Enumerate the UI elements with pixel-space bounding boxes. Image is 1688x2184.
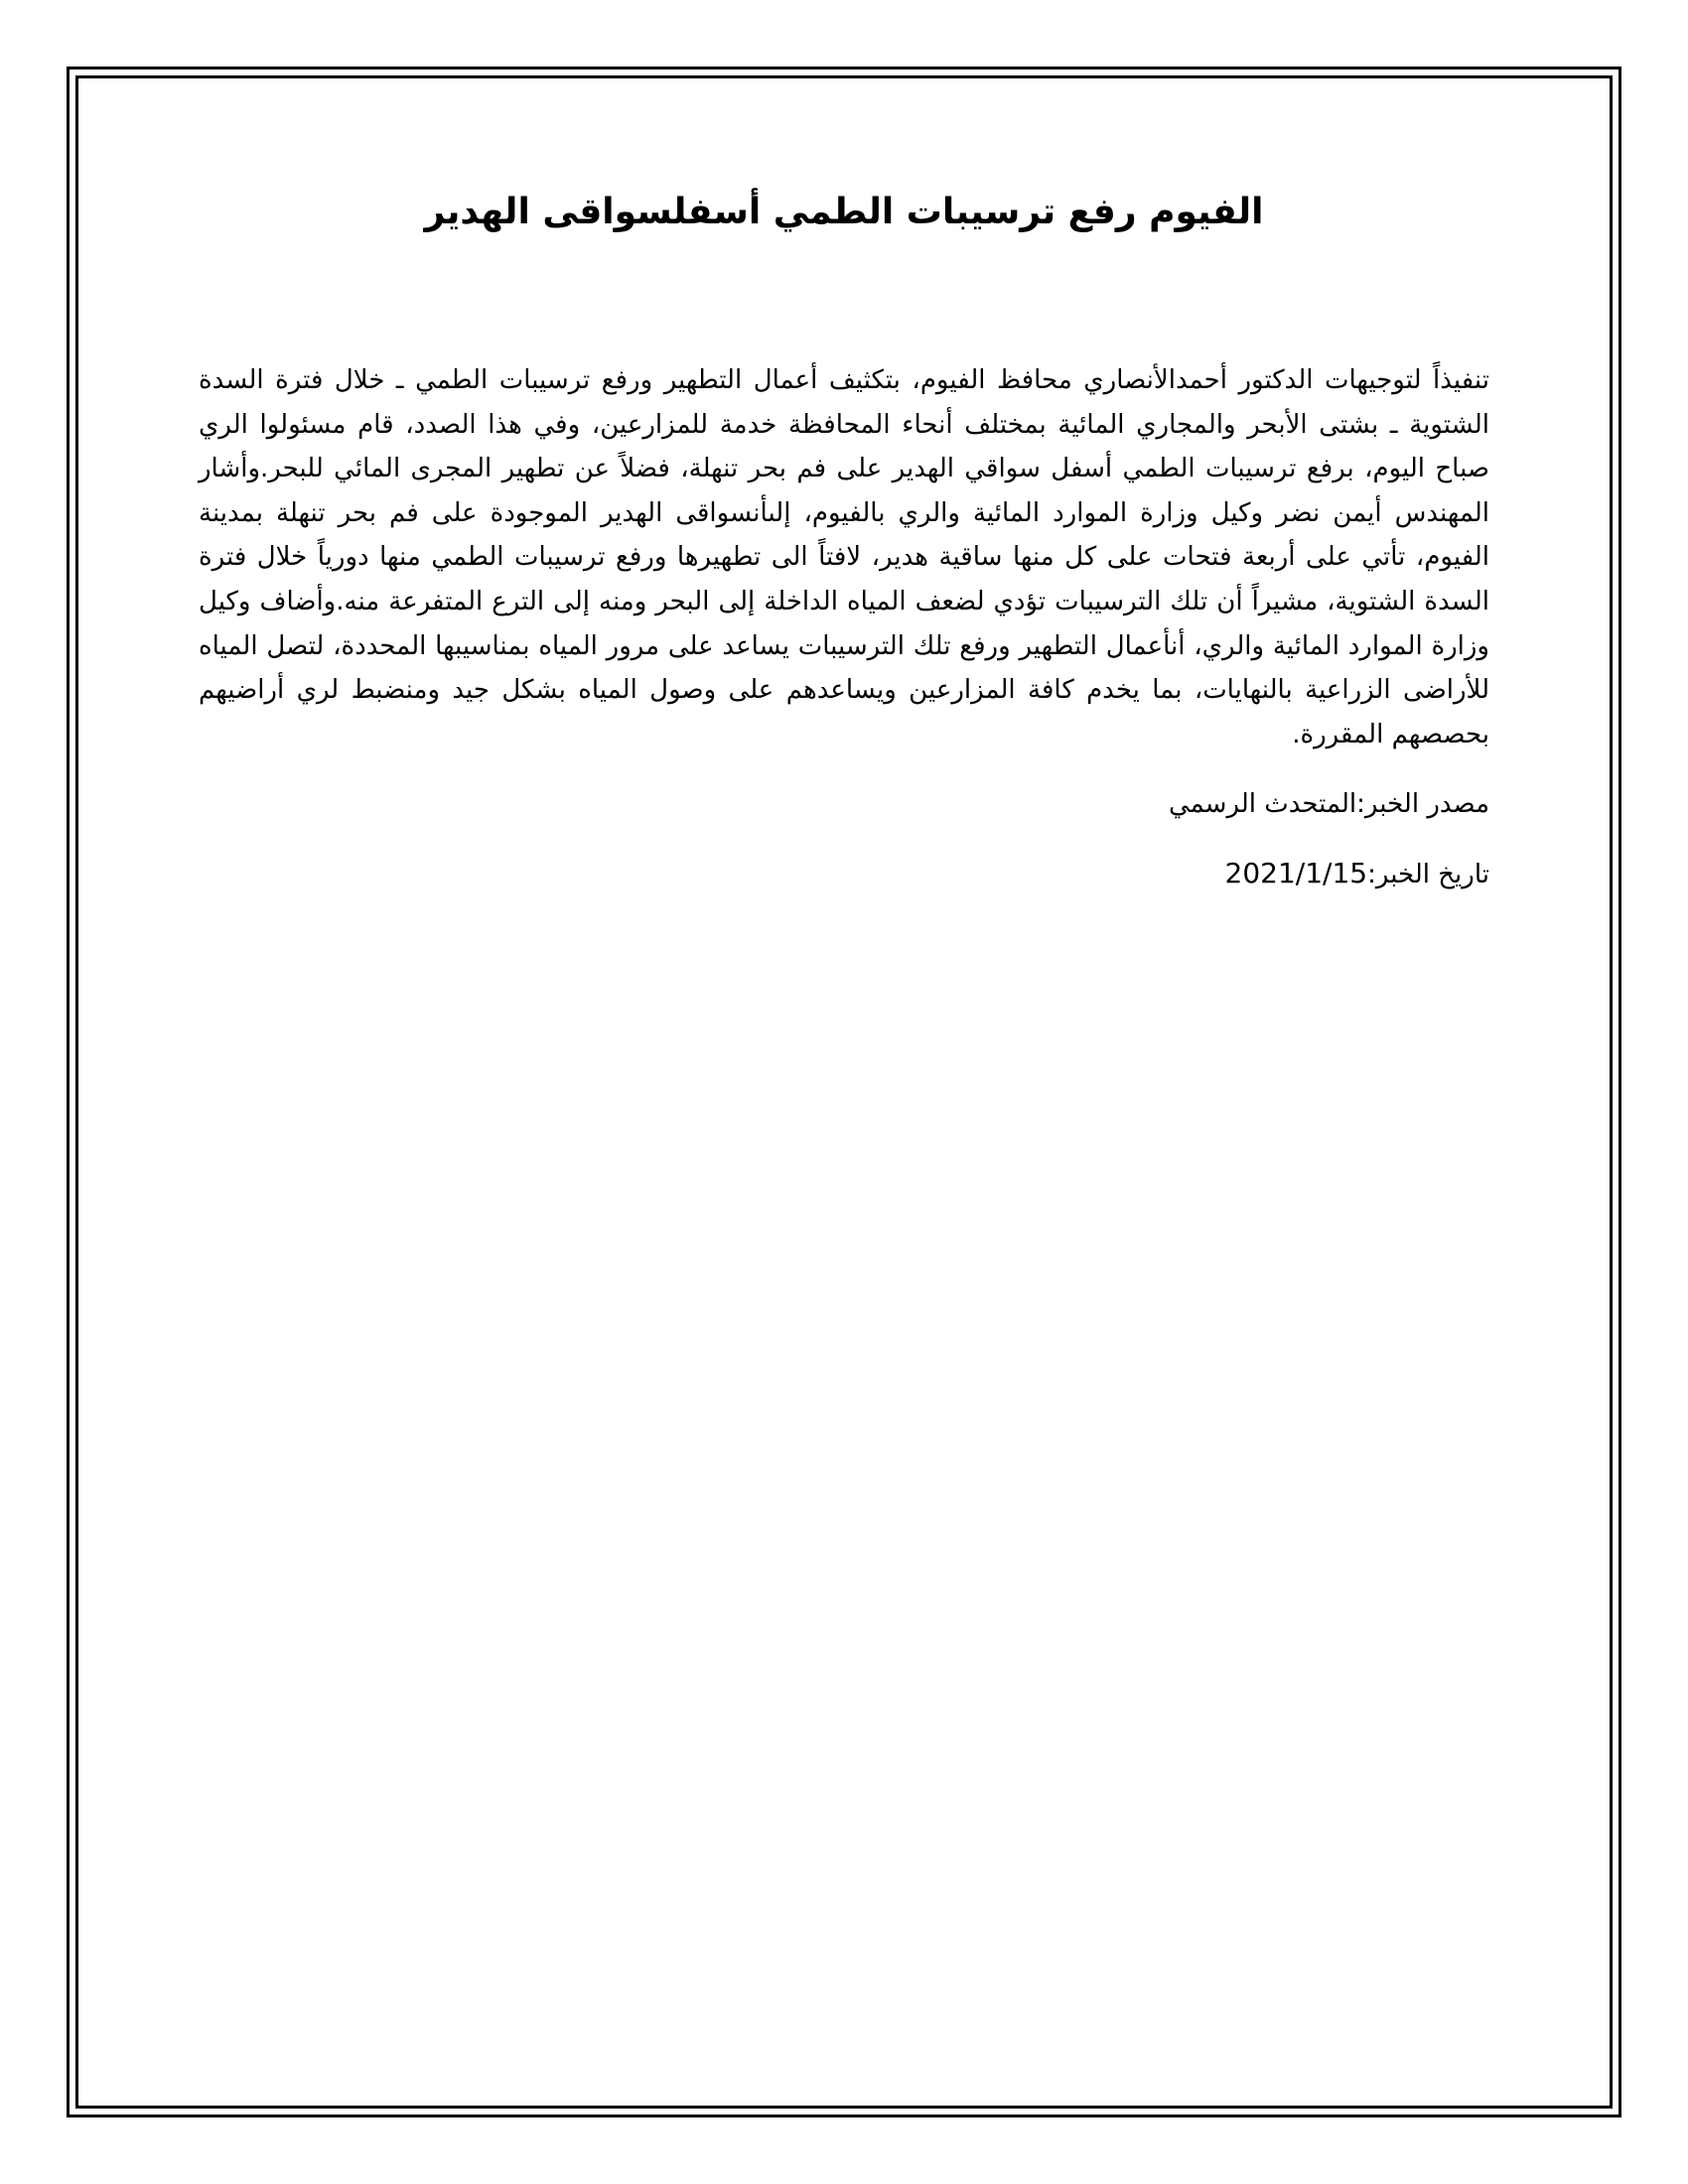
article	[199, 189, 1489, 896]
news-source	[199, 782, 1489, 826]
article-title: الفيوم رفع ترسيبات الطمي أسفلسواقى الهدير	[424, 192, 1264, 232]
news-date-label: تاريخ الخبر:	[1367, 860, 1489, 890]
news-date	[199, 852, 1489, 896]
news-date-value: 2021/1/15	[1224, 857, 1368, 890]
article-body: تنفيذاً لتوجيهات الدكتور أحمدالأنصاري محافظ الفيوم، بتكثيف أعمال التطهير ورفع ترسيبات الطمي ـ خلال فترة السدة الشتوية ـ بشتى الأبحر والمجاري المائية بمختلف أنحاء المحافظة خدمة للمزارعين، وفي هذا الصدد، قام مسئولوا الري صباح اليوم، برفع ترسيبات الطمي أسفل سواقي الهدير على فم بحر تنهلة، فضلاً عن تطهير المجرى المائي للبحر.وأشار المهندس أيمن نضر وكيل وزارة الموارد المائية والري بالفيوم، إلىأنسواقى الهدير الموجودة على فم بحر تنهلة بمدينة الفيوم، تأتي على أربعة فتحات على كل منها ساقية هدير، لافتاً الى تطهيرها ورفع ترسيبات الطمي منها دورياً خلال فترة السدة الشتوية، مشيراً أن تلك الترسيبات تؤدي لضعف المياه الداخلة إلى البحر ومنه إلى الترع المتفرعة منه.وأضاف وكيل وزارة الموارد المائية والري، أنأعمال التطهير ورفع تلك الترسيبات يساعد على مرور المياه بمناسيبها المحددة، لتصل المياه للأراضى الزراعية بالنهايات، بما يخدم كافة المزارعين ويساعدهم على وصول المياه بشكل جيد ومنضبط لري أراضيهم بحصصهم المقررة.	[199, 365, 1489, 750]
news-source-label: مصدر الخبر:	[1356, 789, 1489, 820]
news-source-value: المتحدث الرسمي	[1168, 789, 1357, 820]
